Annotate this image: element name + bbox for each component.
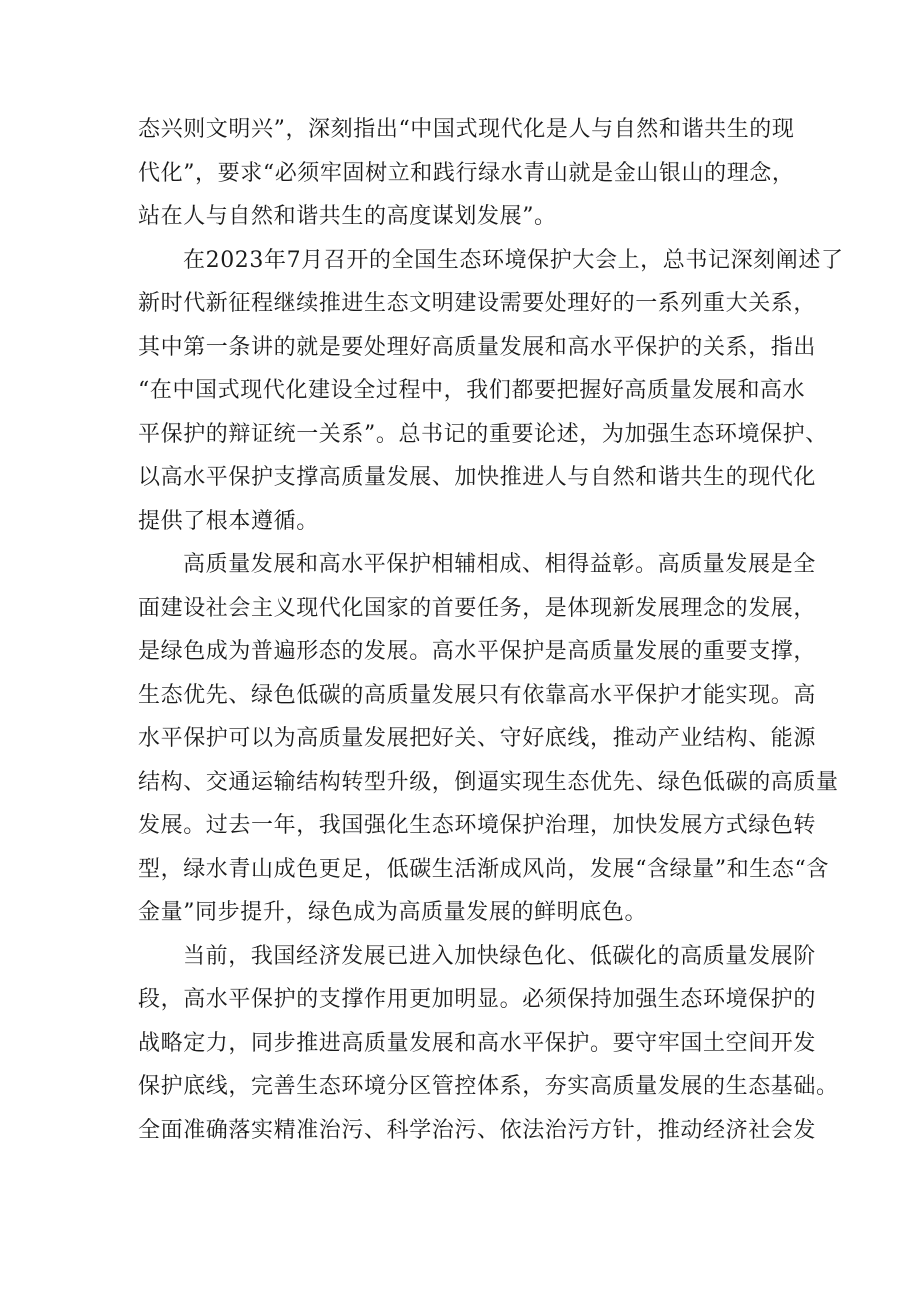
text-line: 当前，我国经济发展已进入加快绿色化、低碳化的高质量发展阶 — [183, 943, 816, 969]
paragraph — [138, 543, 839, 935]
text-line: 面建设社会主义现代化国家的首要任务，是体现新发展理念的发展， — [138, 595, 817, 621]
document-body — [138, 108, 844, 1152]
text-line: 是绿色成为普遍形态的发展。高水平保护是高质量发展的重要支撑， — [138, 639, 817, 664]
text-line: 其中第一条讲的就是要处理好高质量发展和高水平保护的关系，指出 — [138, 334, 817, 360]
text-line: “在中国式现代化建设全过程中，我们都要把握好高质量发展和高水 — [138, 378, 806, 403]
text-line: 发展。过去一年，我国强化生态环境保护治理，加快发展方式绿色转 — [138, 813, 817, 838]
text-line: 全面准确落实精准治污、科学治污、依法治污方针，推动经济社会发 — [138, 1117, 817, 1143]
paragraph — [138, 108, 795, 239]
text-line: 新时代新征程继续推进生态文明建设需要处理好的一系列重大关系， — [138, 291, 817, 316]
paragraph — [138, 935, 839, 1153]
text-line: 段，高水平保护的支撑作用更加明显。必须保持加强生态环境保护的 — [138, 987, 817, 1012]
text-line: 在2023年7月召开的全国生态环境保护大会上，总书记深刻阐述了 — [183, 247, 844, 273]
text-line: 保护底线，完善生态环境分区管控体系，夯实高质量发展的生态基础。 — [138, 1074, 839, 1099]
text-line: 型，绿水青山成色更足，低碳生活渐成风尚，发展“含绿量”和生态“含 — [138, 856, 829, 882]
text-line: 战略定力，同步推进高质量发展和高水平保护。要守牢国土空间开发 — [138, 1030, 817, 1056]
text-line: 提供了根本遵循。 — [138, 508, 319, 534]
text-line: 代化”，要求“必须牢固树立和践行绿水青山就是金山银山的理念， — [138, 160, 795, 186]
text-line: 金量”同步提升，绿色成为高质量发展的鲜明底色。 — [138, 900, 648, 925]
text-line: 水平保护可以为高质量发展把好关、守好底线，推动产业结构、能源 — [138, 726, 817, 751]
text-line: 高质量发展和高水平保护相辅相成、相得益彰。高质量发展是全 — [183, 552, 816, 577]
text-line: 以高水平保护支撑高质量发展、加快推进人与自然和谐共生的现代化 — [138, 465, 817, 490]
text-line: 结构、交通运输结构转型升级，倒逼实现生态优先、绿色低碳的高质量 — [138, 769, 839, 795]
text-line: 平保护的辩证统一关系”。总书记的重要论述，为加强生态环境保护、 — [138, 421, 828, 447]
text-line: 站在人与自然和谐共生的高度谋划发展”。 — [138, 204, 557, 229]
text-line: 生态优先、绿色低碳的高质量发展只有依靠高水平保护才能实现。高 — [138, 682, 817, 708]
paragraph — [138, 239, 844, 544]
text-line: 态兴则文明兴”，深刻指出“中国式现代化是人与自然和谐共生的现 — [138, 117, 795, 142]
